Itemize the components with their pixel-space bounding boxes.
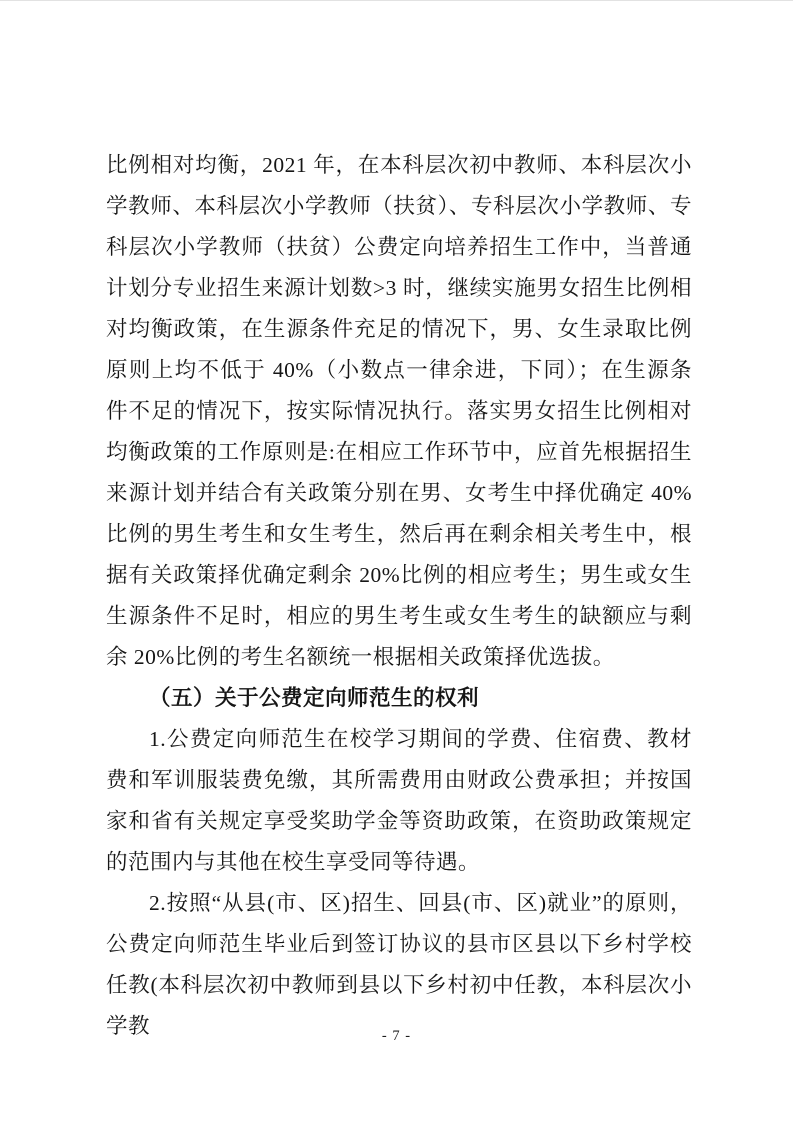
paragraph-gender-ratio-policy: 比例相对均衡，2021 年，在本科层次初中教师、本科层次小学教师、本科层次小学教师（扶贫）、专科层次小学教师、专科层次小学教师（扶贫）公费定向培养招生工作中，当普通计划分专业招生来源计划数>3 时，继续实施男女招生比例相对均衡政策，在生源条件充足的情况下，男、女生录取比例原则上均不低于 40%（小数点一律余进，下同）；在生源条件不足的情况下，按实际情况执行。落实男女招生比例相对均衡政策的工作原则是:在相应工作环节中，应首先根据招生来源计划并结合有关政策分别在男、女考生中择优确定 40%比例的男生考生和女生考生，然后再在剩余相关考生中，根据有关政策择优确定剩余 20%比例的相应考生；男生或女生生源条件不足时，相应的男生考生或女生考生的缺额应与剩余 20%比例的考生名额统一根据相关政策择优选拔。 xyxy=(106,153,692,669)
paragraph-tuition-waiver: 1.公费定向师范生在校学习期间的学费、住宿费、教材费和军训服装费免缴，其所需费用由财政公费承担；并按国家和省有关规定享受奖助学金等资助政策，在资助政策规定的范围内与其他在校生享受同等待遇。 xyxy=(106,727,692,874)
document-body xyxy=(106,145,692,1047)
paragraph-employment-principle: 2.按照“从县(市、区)招生、回县(市、区)就业”的原则，公费定向师范生毕业后到签订协议的县市区县以下乡村学校任教(本科层次初中教师到县以下乡村初中任教，本科层次小学教 xyxy=(106,891,692,1038)
page-footer xyxy=(0,1025,793,1047)
page-number: - 7 - xyxy=(381,1028,412,1044)
section-heading-rights-of-students: （五）关于公费定向师范生的权利 xyxy=(149,686,480,710)
